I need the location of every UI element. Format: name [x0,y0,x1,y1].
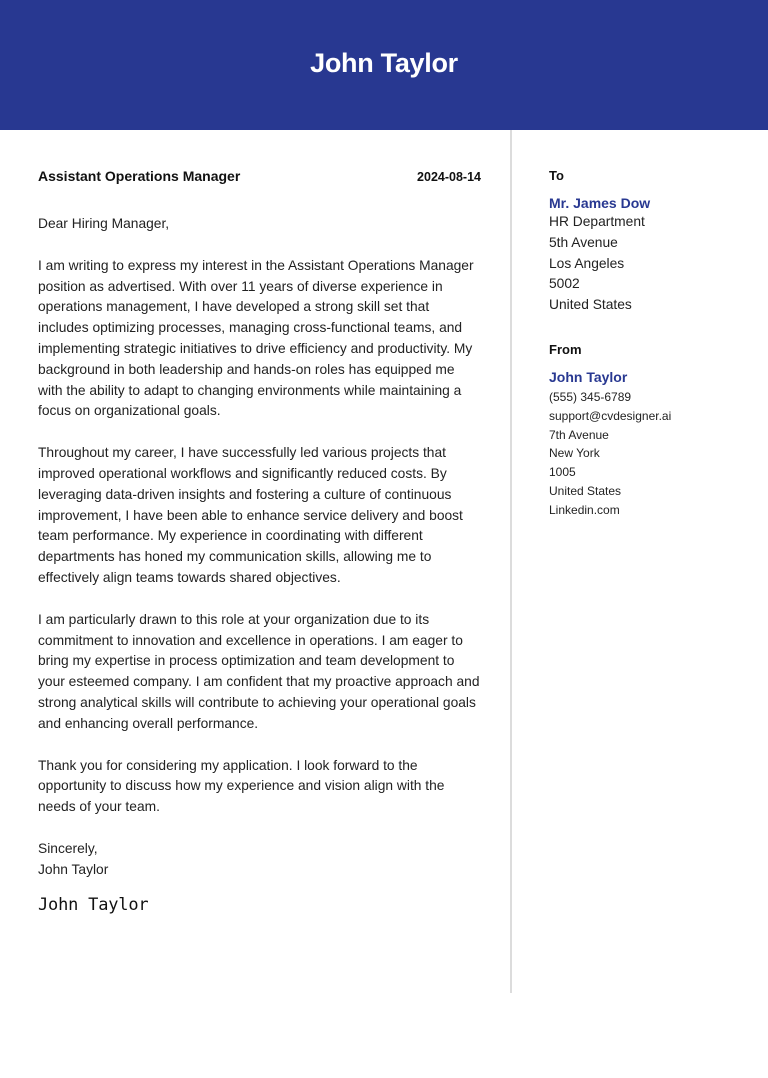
recipient-street: 5th Avenue [549,234,618,250]
recipient-city: Los Angeles [549,255,625,271]
sender-name: John Taylor [549,368,628,385]
sender-phone: (555) 345-6789 [549,389,632,404]
applicant-name-heading: John Taylor [310,47,458,78]
sender-zip: 1005 [549,465,576,480]
address-sidebar [549,168,749,520]
recipient-name: Mr. James Dow [549,195,651,211]
paragraph-1: I am writing to express my interest in the Assistant Operations Manager position as advertised. With over 11 years of diverse experience in operations management, I have developed a strong skill set that includes optimizing processes, managing cross-functional teams, and implementing strategic initiatives to drive efficiency and productivity. My background in both leadership and hands-on roles has equipped me with the ability to adapt to changing environments while maintaining a focus on organizational goals. [38,257,474,419]
salutation: Dear Hiring Manager, [38,216,170,231]
paragraph-4: Thank you for considering my application. I look forward to the opportunity to discuss how my experience and vision align with the needs of your team. [38,757,445,815]
sender-city: New York [549,446,600,461]
letter-date: 2024-08-14 [417,170,481,184]
header-banner [0,0,768,130]
column-divider [510,130,512,993]
closing-phrase: Sincerely, [38,840,98,856]
recipient-zip: 5002 [549,276,580,292]
letter-body [38,168,481,915]
signature: John Taylor [38,894,149,915]
paragraph-3: I am particularly drawn to this role at your organization due to its commitment to innovation and excellence in operations. I am eager to bring my expertise in process optimization and team development to your esteemed company. I am confident that my proactive approach and strong analytical skills will contribute to achieving your operational goals and enhancing overall performance. [38,611,480,731]
paragraph-2: Throughout my career, I have successfully led various projects that improved operational workflows and significantly reduced costs. By leveraging data-driven insights and fostering a culture of continuous improvement, I have been able to enhance service delivery and boost team performance. My experience in coordinating with different departments has honed my communication skills, allowing me to effectively align teams towards shared objectives. [38,445,463,585]
sender-heading: From [549,341,582,357]
position-title: Assistant Operations Manager [38,168,241,184]
recipient-department: HR Department [549,214,645,229]
sender-email: support@cvdesigner.ai [549,408,672,423]
recipient-heading: To [549,168,564,183]
sender-country: United States [549,483,622,498]
letter-content [38,214,481,818]
closing-name: John Taylor [38,861,109,877]
recipient-country: United States [549,297,632,313]
sender-street: 7th Avenue [549,427,609,442]
sender-block [549,342,749,520]
closing-block [38,839,481,881]
sender-linkedin: Linkedin.com [549,502,620,517]
recipient-block [549,168,749,316]
letter-title-row [38,168,481,184]
